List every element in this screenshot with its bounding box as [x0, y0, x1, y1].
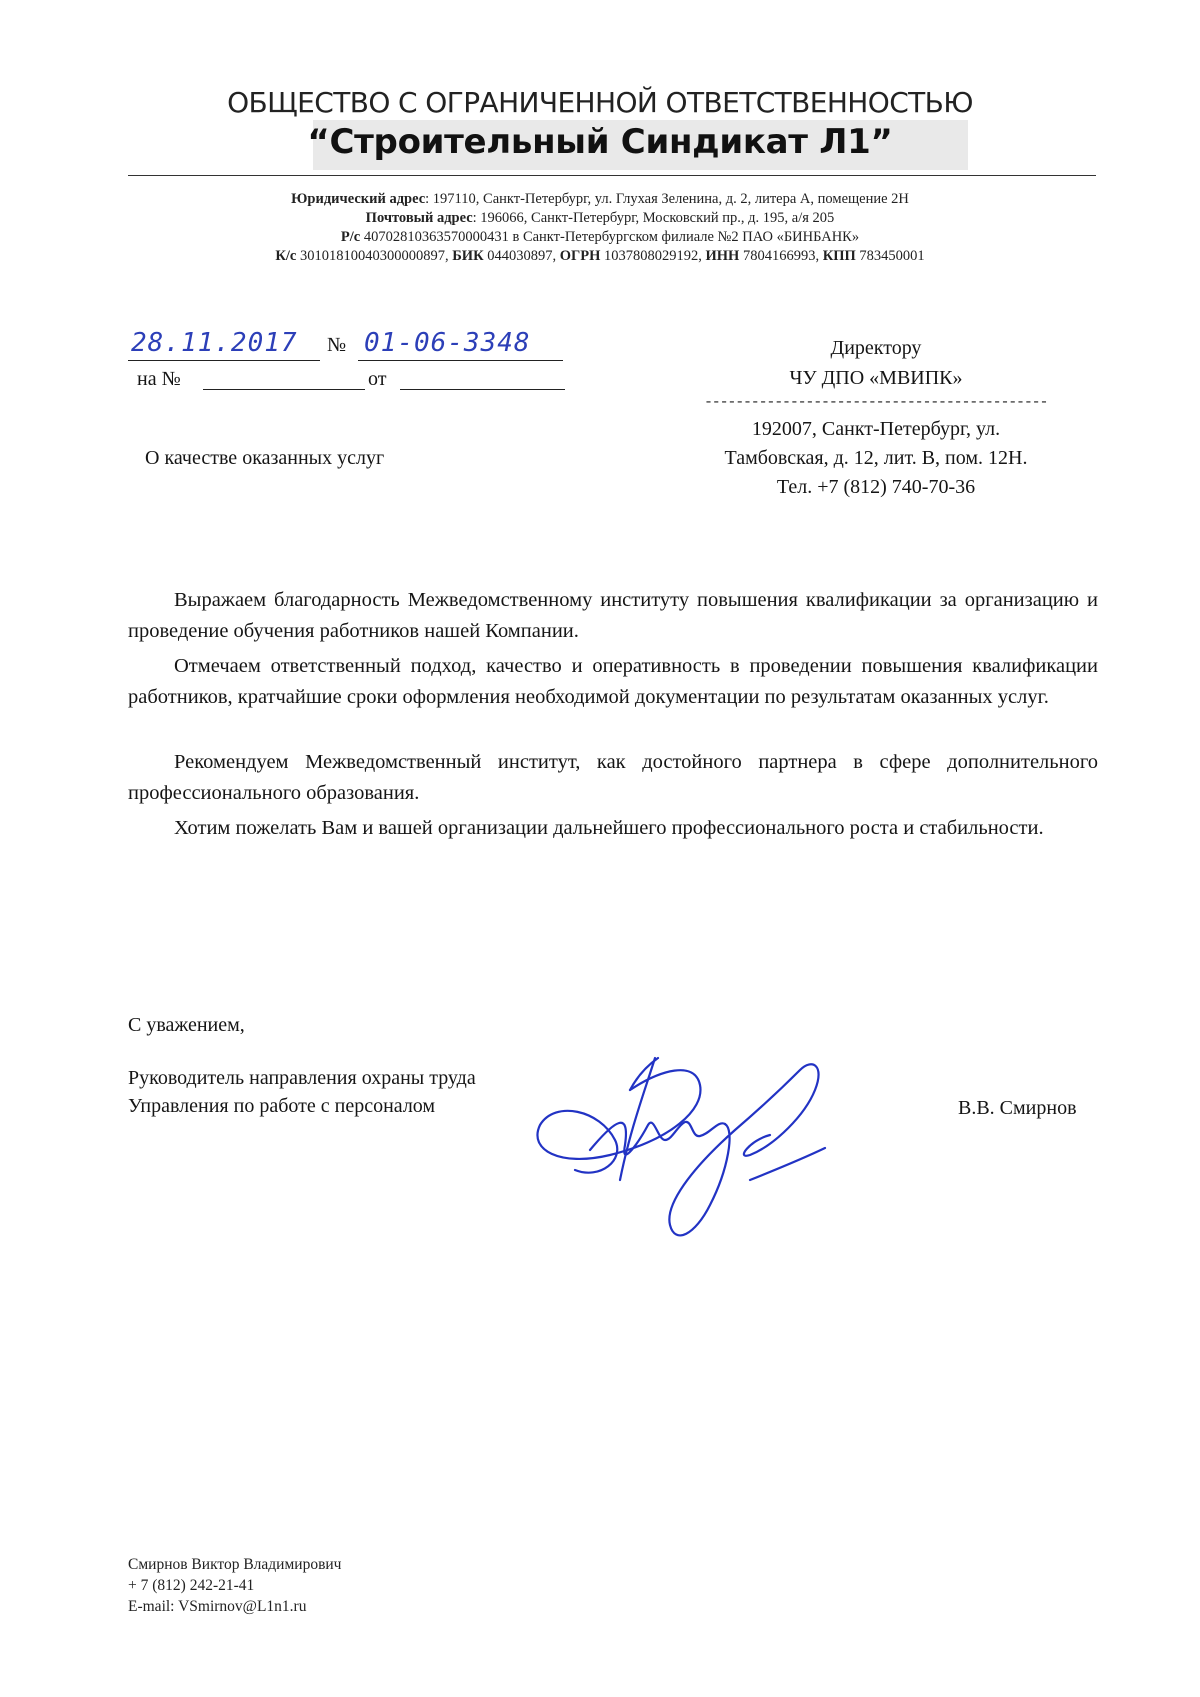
postal-address-label: Почтовый адрес [365, 210, 473, 226]
footer-contact-email: E-mail: VSmirnov@L1n1.ru [128, 1598, 307, 1615]
legal-address-label: Юридический адрес [291, 191, 426, 207]
footer-contact-phone: + 7 (812) 242-21-41 [128, 1577, 255, 1594]
ogrn-value: 1037808029192, [600, 248, 706, 264]
corr-label: К/с [275, 248, 297, 264]
reply-number-label: на № [137, 368, 181, 390]
requisites-legal-address [0, 190, 1200, 209]
body-paragraph-2: Отмечаем ответственный подход, качество и оперативность в проведении повышения квалификации работников, кратчайшие сроки оформления необходимой документации по результатам оказанных услуг. [128, 655, 1098, 708]
number-underline [358, 360, 563, 361]
number-label: № [327, 334, 347, 356]
addressee-title: Директору [830, 337, 922, 359]
reply-number-line [203, 389, 365, 390]
account-value: 40702810363570000431 в Санкт-Петербургском филиале №2 ПАО «БИНБАНК» [360, 229, 860, 245]
kpp-value: 783450001 [855, 248, 925, 264]
addressee-phone: Тел. +7 (812) 740-70-36 [776, 476, 976, 498]
body-paragraph-4: Хотим пожелать Вам и вашей организации дальнейшего профессионального роста и стабильности. [174, 817, 1044, 839]
header-divider [128, 175, 1096, 176]
handwritten-number: 01-06-3348 [364, 328, 531, 358]
signature-image [520, 1030, 870, 1260]
corr-value: 30101810040300000897, [296, 248, 453, 264]
body-paragraph-1: Выражаем благодарность Межведомственному институту повышения квалификации за организацию и проведение обучения работников нашей Компании. [128, 589, 1098, 642]
signer-position-line2: Управления по работе с персоналом [128, 1095, 436, 1117]
requisites-account [0, 228, 1200, 247]
addressee-organization: ЧУ ДПО «МВИПК» [789, 367, 963, 389]
ogrn-label: ОГРН [559, 248, 601, 264]
date-underline [128, 360, 320, 361]
letterhead-org-type: ОБЩЕСТВО С ОГРАНИЧЕННОЙ ОТВЕТСТВЕННОСТЬЮ [227, 86, 973, 119]
bik-value: 044030897, [483, 248, 560, 264]
handwritten-date: 28.11.2017 [131, 328, 298, 358]
account-label: Р/с [340, 229, 361, 245]
requisites-codes [0, 247, 1200, 266]
addressee-separator: -------------------------------------------- [704, 394, 1048, 411]
postal-address-value: : 196066, Санкт-Петербург, Московский пр., д. 195, а/я 205 [472, 210, 835, 226]
footer-contact-name: Смирнов Виктор Владимирович [128, 1556, 342, 1573]
reply-from-line [400, 389, 565, 390]
kpp-label: КПП [822, 248, 856, 264]
signer-position-line1: Руководитель направления охраны труда [128, 1067, 476, 1089]
inn-value: 7804166993, [739, 248, 823, 264]
legal-address-value: : 197110, Санкт-Петербург, ул. Глухая Зеленина, д. 2, литера А, помещение 2Н [425, 191, 909, 207]
inn-label: ИНН [705, 248, 740, 264]
body-paragraph-3: Рекомендуем Межведомственный институт, как достойного партнера в сфере дополнительного профессионального образования. [128, 751, 1098, 804]
letter-subject: О качестве оказанных услуг [145, 447, 385, 469]
signer-name: В.В. Смирнов [958, 1097, 1077, 1119]
bik-label: БИК [452, 248, 484, 264]
reply-from-label: от [368, 368, 387, 390]
closing-regards: С уважением, [128, 1014, 245, 1036]
addressee-address-line2: Тамбовская, д. 12, лит. В, пом. 12Н. [724, 447, 1028, 469]
addressee-address-line1: 192007, Санкт-Петербург, ул. [751, 418, 1001, 440]
letterhead-org-name: “Строительный Синдикат Л1” [307, 122, 893, 162]
requisites-postal-address [0, 209, 1200, 228]
